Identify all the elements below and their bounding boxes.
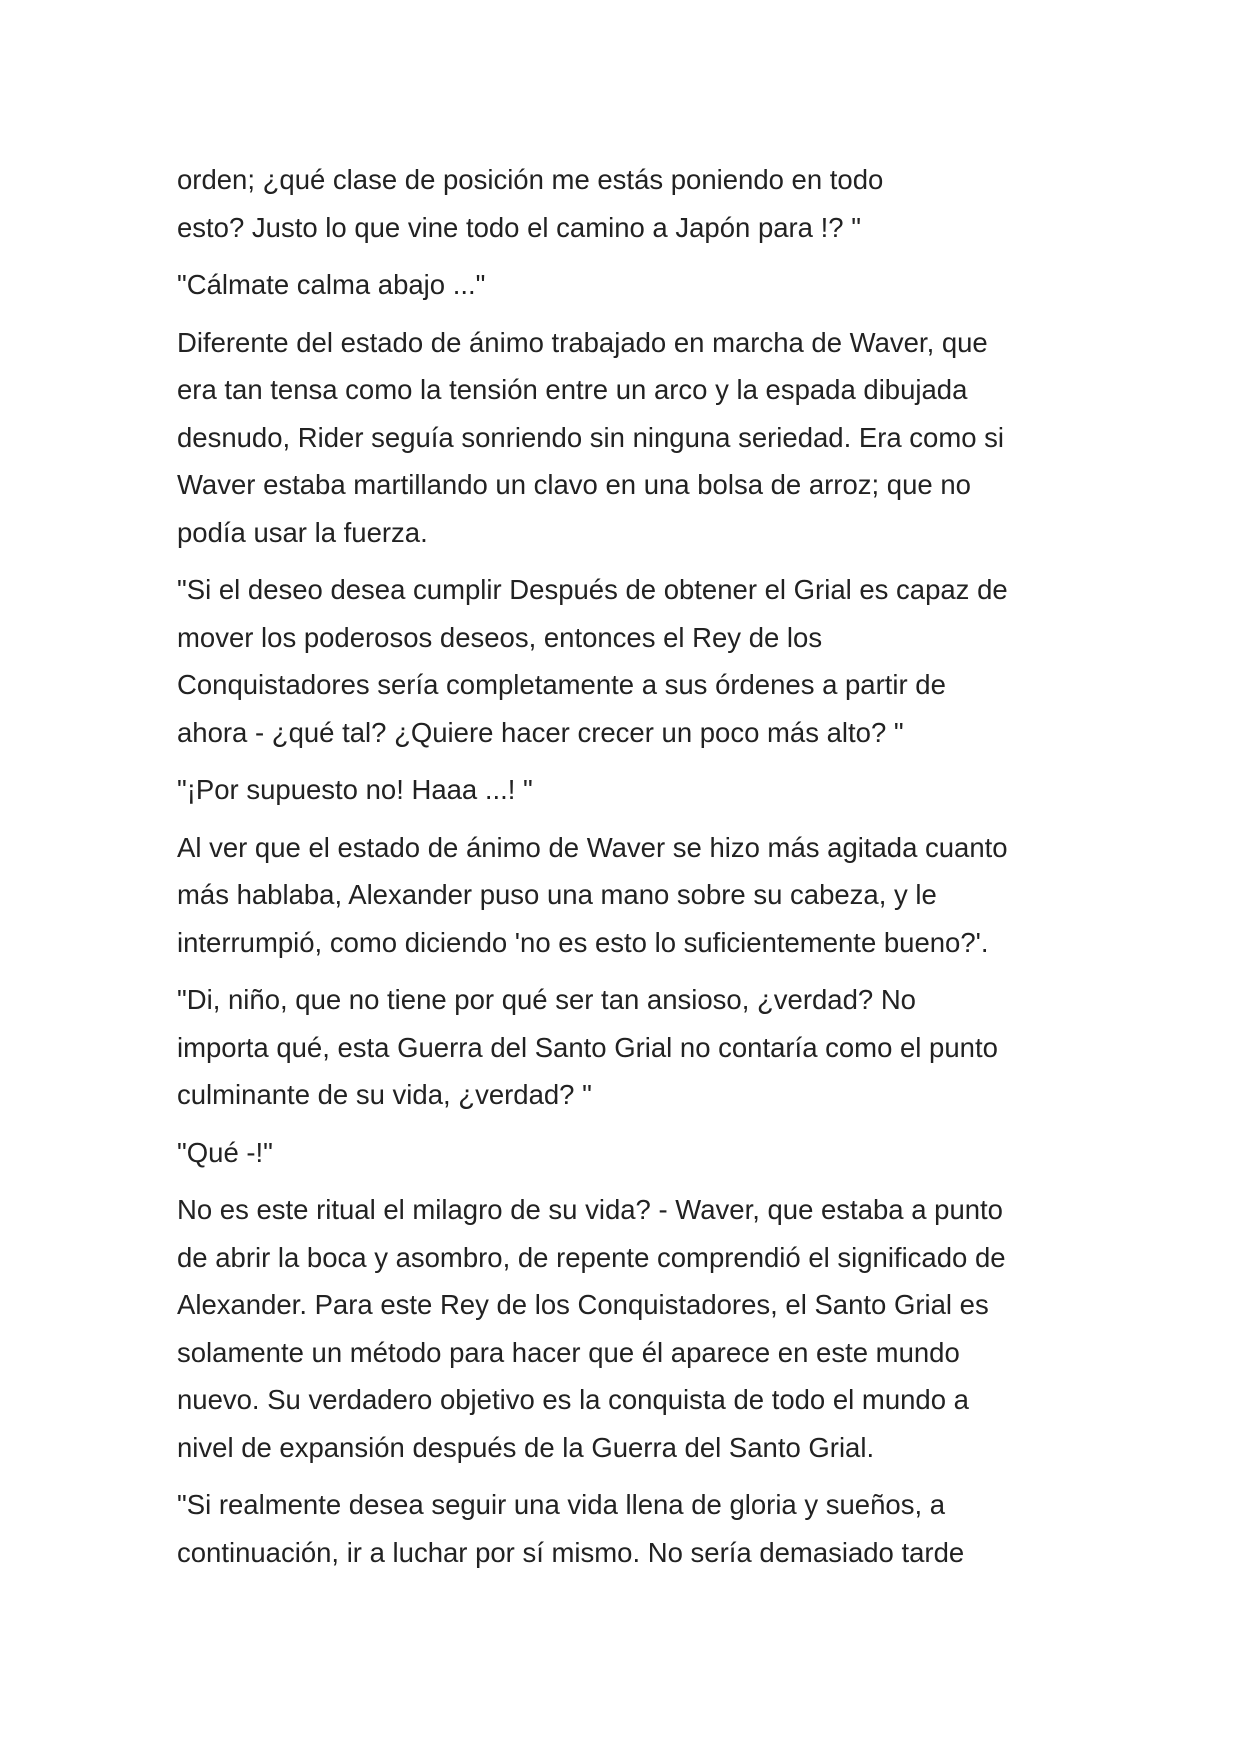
text-line: desnudo, Rider seguía sonriendo sin ninguna seriedad. Era como si xyxy=(177,421,1005,453)
text-line: esto? Justo lo que vine todo el camino a Japón para !? " xyxy=(177,211,861,243)
text-line: era tan tensa como la tensión entre un arco y la espada dibujada xyxy=(177,374,968,405)
text-line: No es este ritual el milagro de su vida? - Waver, que estaba a punto xyxy=(177,1194,1003,1225)
text-line: Conquistadores sería completamente a sus órdenes a partir de xyxy=(177,669,946,700)
text-line: nuevo. Su verdadero objetivo es la conquista de todo el mundo a xyxy=(177,1384,969,1415)
text-line: "¡Por supuesto no! Haaa ...! " xyxy=(177,774,533,805)
text-line: nivel de expansión después de la Guerra del Santo Grial. xyxy=(177,1431,875,1463)
paragraph-2 xyxy=(177,261,1077,309)
text-line: más hablaba, Alexander puso una mano sobre su cabeza, y le xyxy=(177,879,937,910)
text-line: orden; ¿qué clase de posición me estás poniendo en todo xyxy=(177,164,884,195)
paragraph-9 xyxy=(177,1186,1077,1471)
text-line: de abrir la boca y asombro, de repente comprendió el significado de xyxy=(177,1241,1006,1273)
text-line: ahora - ¿qué tal? ¿Quiere hacer crecer un poco más alto? " xyxy=(177,716,904,748)
text-line: Alexander. Para este Rey de los Conquistadores, el Santo Grial es xyxy=(177,1289,989,1320)
text-line: mover los poderosos deseos, entonces el Rey de los xyxy=(177,621,823,653)
body-text xyxy=(177,156,1077,1586)
paragraph-10 xyxy=(177,1481,1077,1576)
text-line: culminante de su vida, ¿verdad? " xyxy=(177,1079,592,1110)
text-line: solamente un método para hacer que él aparece en este mundo xyxy=(177,1336,960,1368)
text-line: continuación, ir a luchar por sí mismo. No sería demasiado tarde xyxy=(177,1536,965,1568)
text-line: podía usar la fuerza. xyxy=(177,516,428,548)
text-line: "Cálmate calma abajo ..." xyxy=(177,269,486,300)
paragraph-8 xyxy=(177,1129,1077,1177)
text-line: "Si el deseo desea cumplir Después de obtener el Grial es capaz de xyxy=(177,574,1008,605)
text-line: "Si realmente desea seguir una vida llena de gloria y sueños, a xyxy=(177,1489,946,1520)
paragraph-6 xyxy=(177,824,1077,967)
text-line: interrumpió, como diciendo 'no es esto lo suficientemente bueno?'. xyxy=(177,926,989,958)
text-line: Al ver que el estado de ánimo de Waver se hizo más agitada cuanto xyxy=(177,831,1008,863)
text-line: Diferente del estado de ánimo trabajado en marcha de Waver, que xyxy=(177,326,988,358)
text-line: Waver estaba martillando un clavo en una bolsa de arroz; que no xyxy=(177,469,971,500)
paragraph-4 xyxy=(177,566,1077,756)
text-line: importa qué, esta Guerra del Santo Grial no contaría como el punto xyxy=(177,1031,998,1063)
paragraph-1 xyxy=(177,156,1077,251)
paragraph-3 xyxy=(177,319,1077,557)
paragraph-7 xyxy=(177,976,1077,1119)
paragraph-5 xyxy=(177,766,1077,814)
text-line: "Di, niño, que no tiene por qué ser tan ansioso, ¿verdad? No xyxy=(177,984,916,1015)
text-line: "Qué -!" xyxy=(177,1136,273,1168)
